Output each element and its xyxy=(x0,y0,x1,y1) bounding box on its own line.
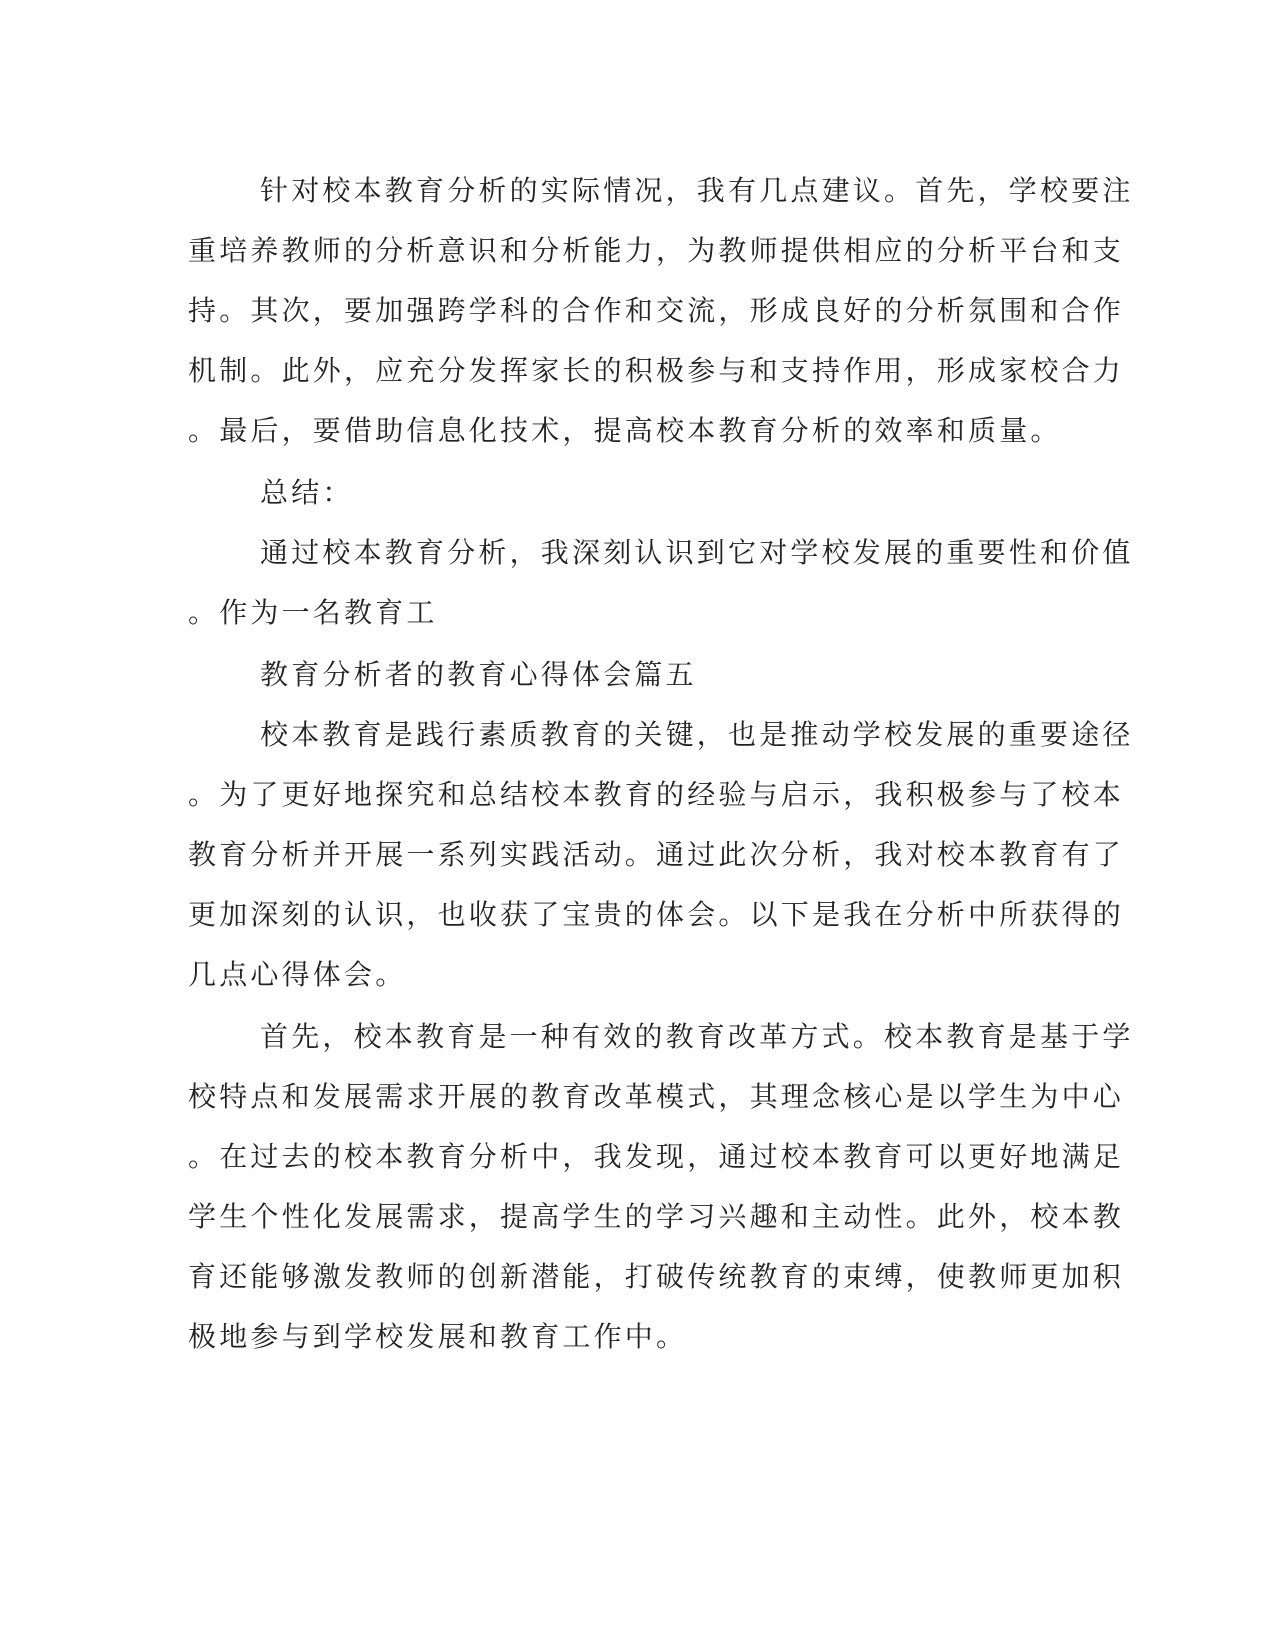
paragraph-4-line-6: 极地参与到学校发展和教育工作中。 xyxy=(188,1320,688,1353)
paragraph-1-line-1: 针对校本教育分析的实际情况，我有几点建议。首先，学校要注 xyxy=(260,174,1134,207)
paragraph-3-line-2: 。为了更好地探究和总结校本教育的经验与启示，我积极参与了校本 xyxy=(188,778,1125,811)
paragraph-4-line-1: 首先，校本教育是一种有效的教育改革方式。校本教育是基于学 xyxy=(260,1020,1134,1053)
paragraph-1-line-3: 持。其次，要加强跨学科的合作和交流，形成良好的分析氛围和合作 xyxy=(188,294,1125,327)
paragraph-4-line-3: 。在过去的校本教育分析中，我发现，通过校本教育可以更好地满足 xyxy=(188,1140,1125,1173)
paragraph-4-line-5: 育还能够激发教师的创新潜能，打破传统教育的束缚，使教师更加积 xyxy=(188,1260,1125,1293)
summary-heading: 总结： xyxy=(260,476,354,509)
paragraph-4-line-2: 校特点和发展需求开展的教育改革模式，其理念核心是以学生为中心 xyxy=(188,1080,1125,1113)
paragraph-1-line-5: 。最后，要借助信息化技术，提高校本教育分析的效率和质量。 xyxy=(188,414,1062,447)
paragraph-2-line-1: 通过校本教育分析，我深刻认识到它对学校发展的重要性和价值 xyxy=(260,536,1134,569)
paragraph-3-line-1: 校本教育是践行素质教育的关键，也是推动学校发展的重要途径 xyxy=(260,718,1134,751)
paragraph-4-line-4: 学生个性化发展需求，提高学生的学习兴趣和主动性。此外，校本教 xyxy=(188,1200,1125,1233)
paragraph-2-line-2: 。作为一名教育工 xyxy=(188,596,438,629)
paragraph-3-line-5: 几点心得体会。 xyxy=(188,958,407,991)
paragraph-1-line-2: 重培养教师的分析意识和分析能力，为教师提供相应的分析平台和支 xyxy=(188,234,1125,267)
paragraph-3-line-4: 更加深刻的认识，也收获了宝贵的体会。以下是我在分析中所获得的 xyxy=(188,898,1125,931)
section-title: 教育分析者的教育心得体会篇五 xyxy=(260,658,697,691)
paragraph-3-line-3: 教育分析并开展一系列实践活动。通过此次分析，我对校本教育有了 xyxy=(188,838,1125,871)
paragraph-1-line-4: 机制。此外，应充分发挥家长的积极参与和支持作用，形成家校合力 xyxy=(188,354,1125,387)
